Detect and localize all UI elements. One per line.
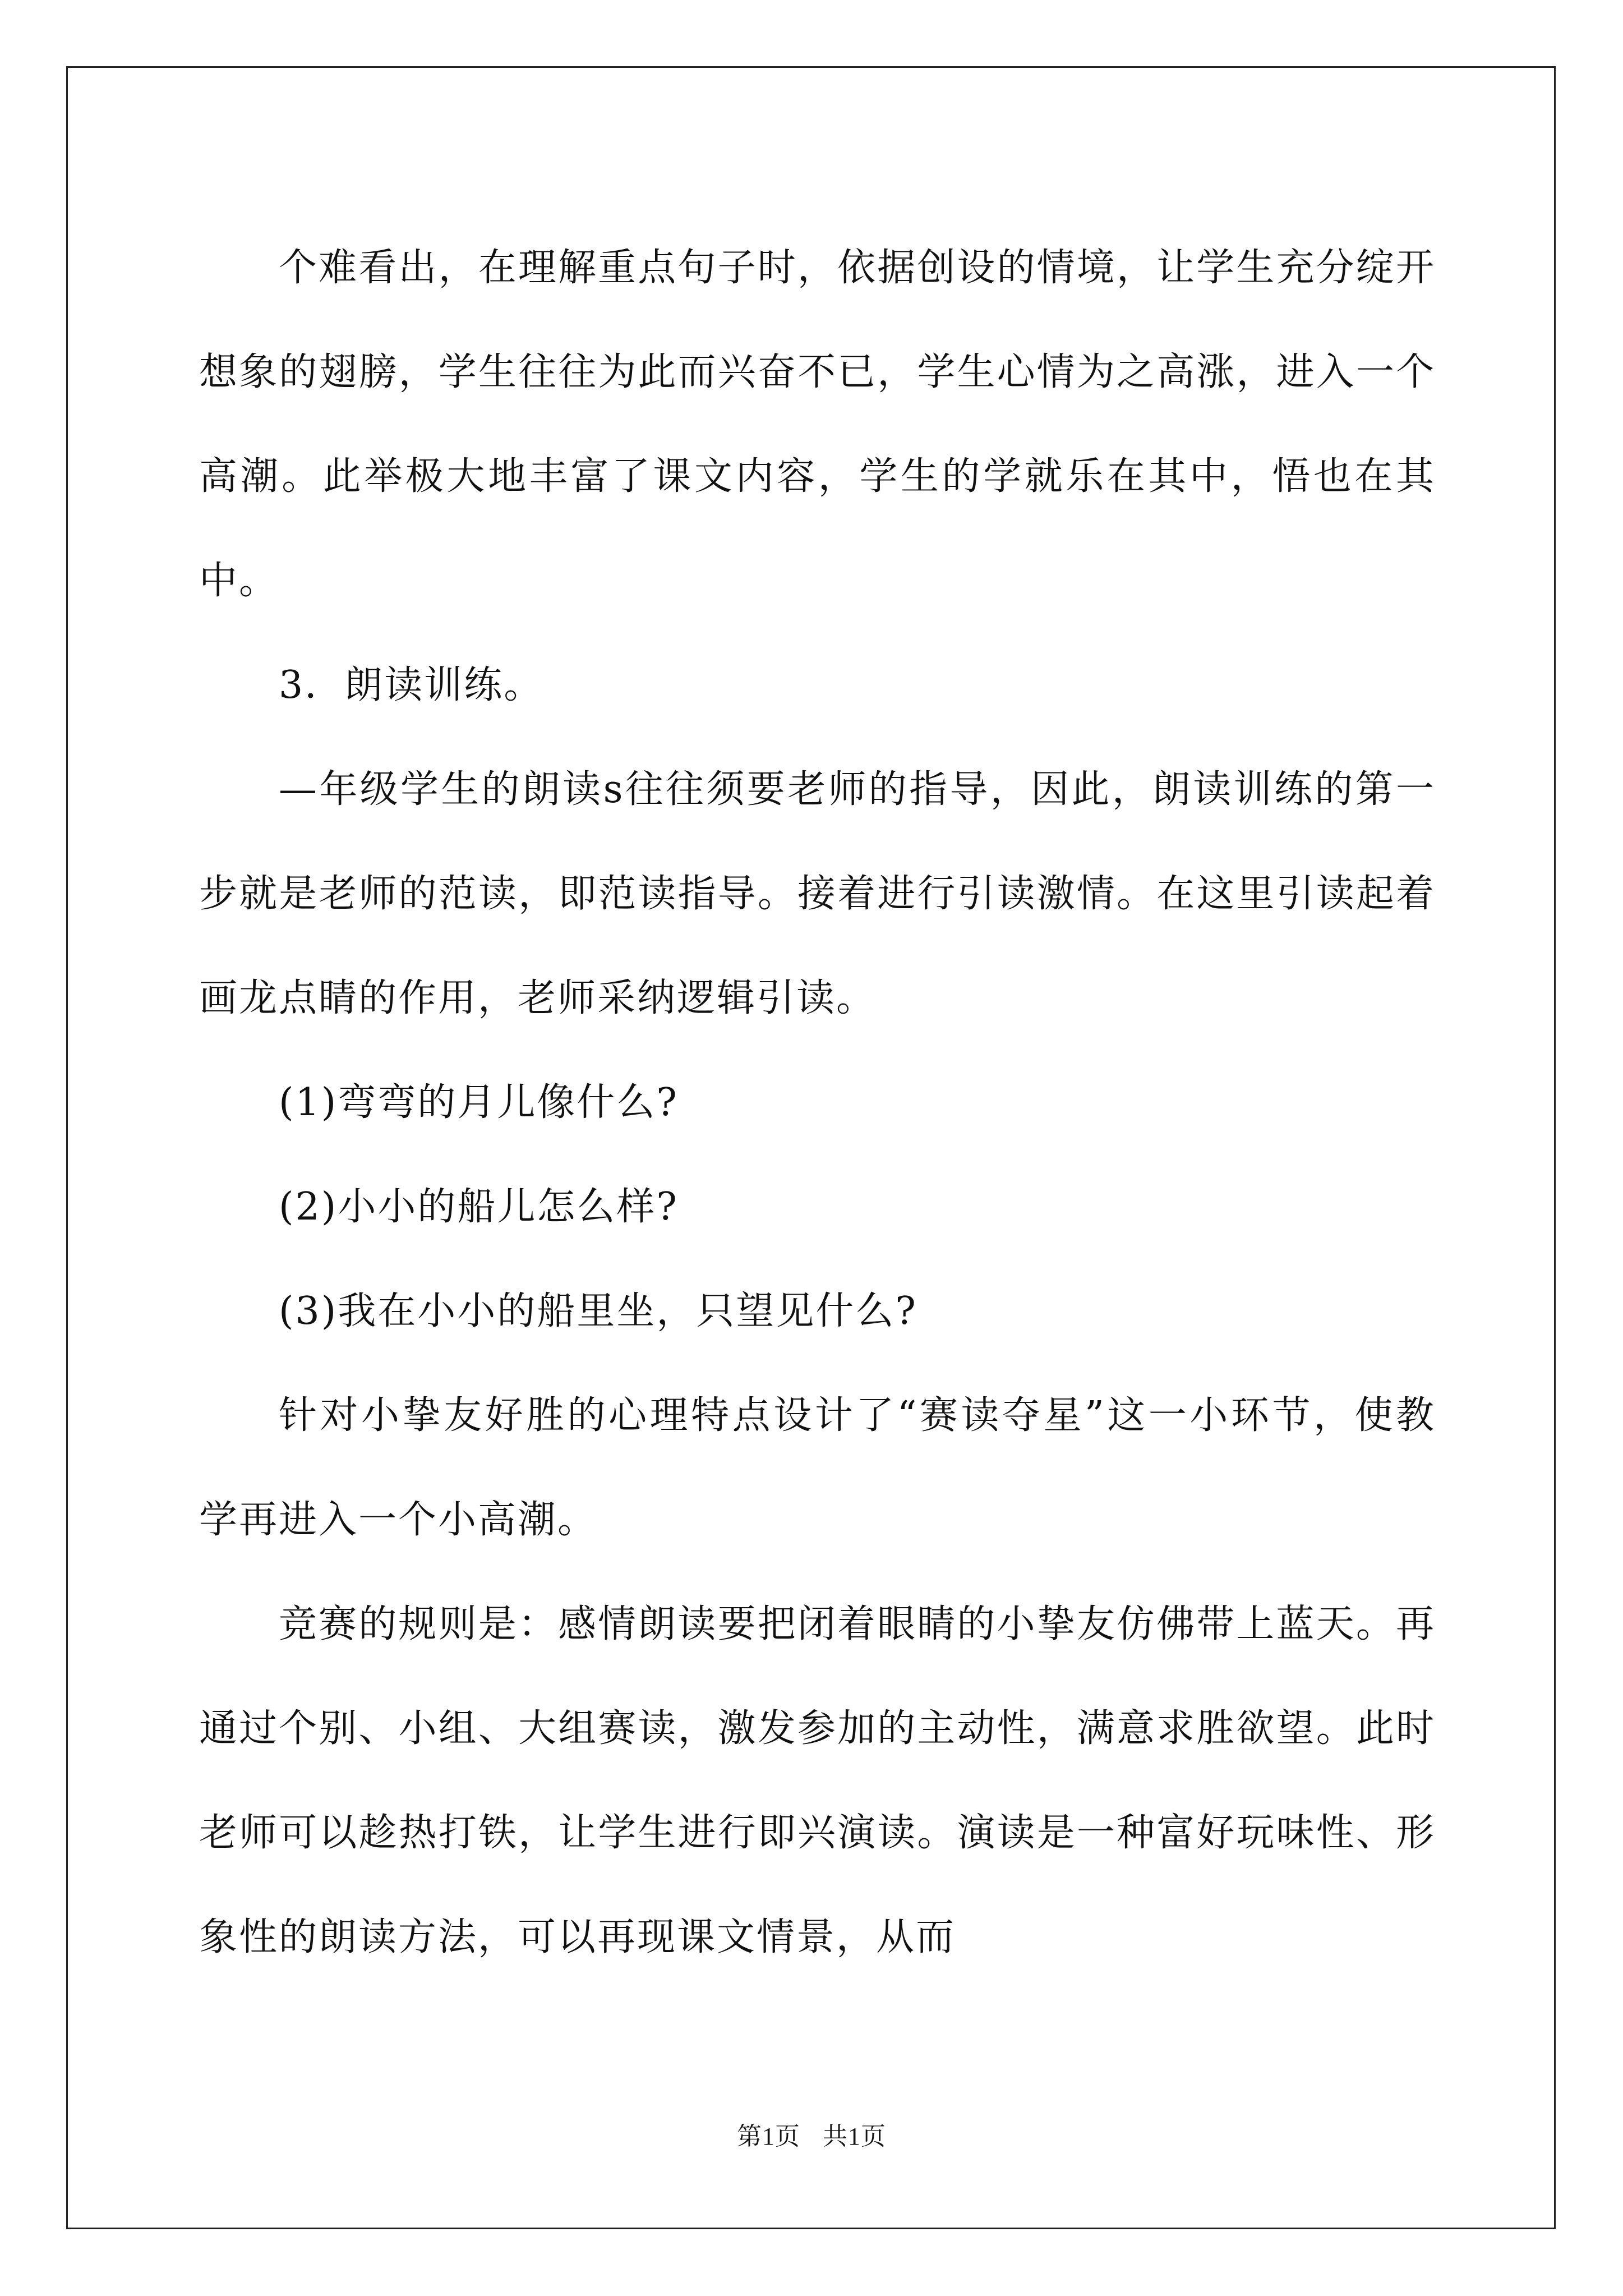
list-item-2: (2)小小的船儿怎么样? bbox=[279, 1185, 679, 1229]
paragraph-5: 竞赛的规则是：感情朗读要把闭着眼睛的小挚友仿佛带上蓝天。再通过个别、小组、大组赛读，激发参加的主动性，满意求胜欲望。此时老师可以趁热打铁，让学生进行即兴演读。演读是一种富好玩味性、形象性的朗读方法，可以再现课文情景，从而 bbox=[199, 1602, 1436, 1959]
page-footer bbox=[0, 2120, 1623, 2154]
paragraph-2-heading: 3．朗读训练。 bbox=[279, 663, 544, 707]
document-body bbox=[199, 216, 1436, 1990]
page-number-total: 共1页 bbox=[823, 2123, 886, 2150]
paragraph-4: 针对小挚友好胜的心理特点设计了“赛读夺星”这一小环节，使教学再进入一个小高潮。 bbox=[199, 1393, 1436, 1542]
page-number-current: 第1页 bbox=[737, 2123, 800, 2150]
list-item-1: (1)弯弯的月儿像什么? bbox=[279, 1080, 679, 1125]
list-item-3: (3)我在小小的船里坐，只望见什么? bbox=[279, 1289, 917, 1333]
paragraph-1: 个难看出，在理解重点句子时，依据创设的情境，让学生充分绽开想象的翅膀，学生往往为此而兴奋不已，学生心情为之高涨，进入一个高潮。此举极大地丰富了课文内容，学生的学就乐在其中，悟也在其中。 bbox=[199, 246, 1436, 603]
paragraph-3: —年级学生的朗读s往往须要老师的指导，因此，朗读训练的第一步就是老师的范读，即范读指导。接着进行引读激情。在这里引读起着画龙点睛的作用，老师采纳逻辑引读。 bbox=[199, 767, 1436, 1020]
